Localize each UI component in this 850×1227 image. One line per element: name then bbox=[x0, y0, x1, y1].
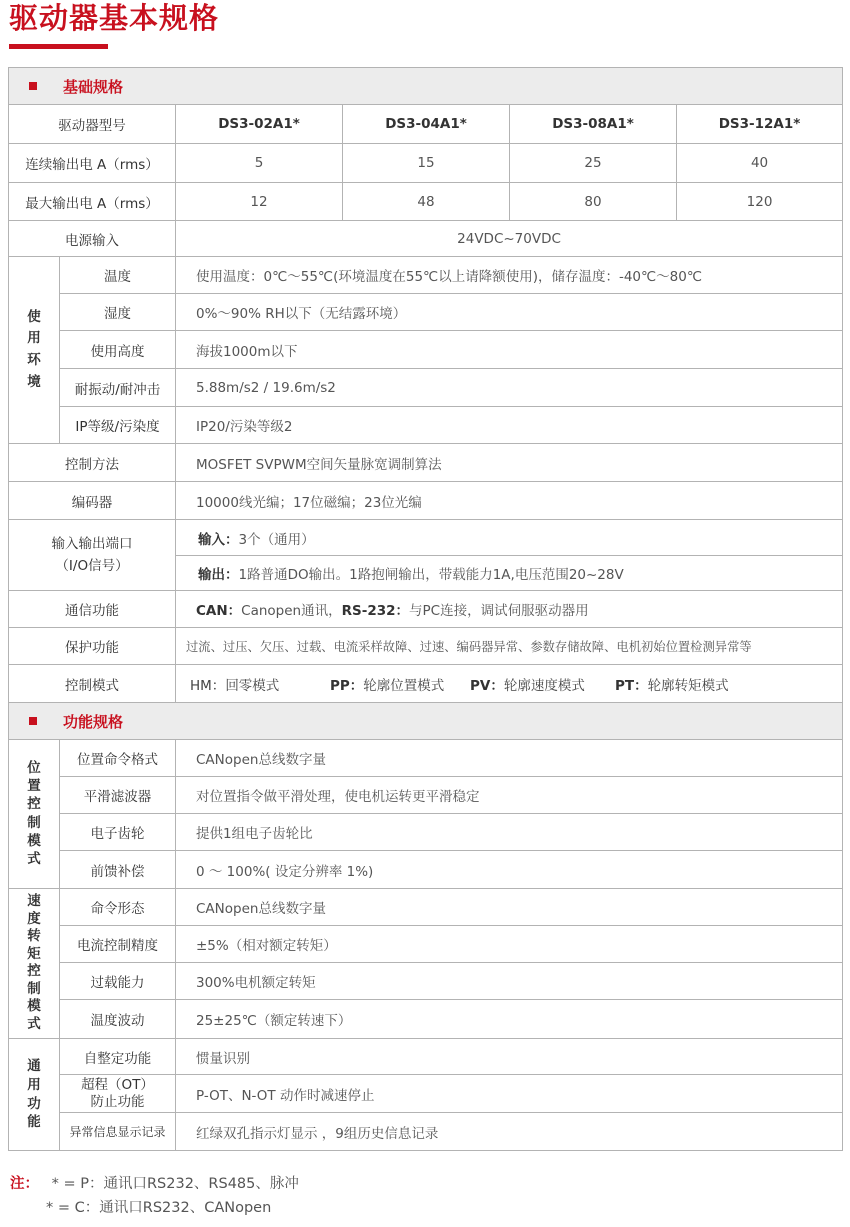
continuous-current-row bbox=[9, 144, 843, 183]
spec-table bbox=[8, 67, 843, 1151]
io-input-line bbox=[176, 520, 842, 556]
model-cell: DS3-02A1* bbox=[176, 105, 343, 144]
value-cell: 25 bbox=[510, 144, 677, 183]
title-underline bbox=[9, 44, 108, 49]
note-line-1 bbox=[10, 1172, 299, 1193]
protect-row bbox=[9, 628, 843, 665]
value-cell: 120 bbox=[677, 183, 843, 221]
mode-value: 回零模式 bbox=[225, 677, 280, 694]
general-label-line1: 超程（OT） bbox=[81, 1076, 154, 1093]
mode-value: 轮廓速度模式 bbox=[503, 677, 585, 694]
comm-label: 通信功能 bbox=[9, 591, 176, 628]
power-label: 电源输入 bbox=[9, 221, 176, 257]
io-output-value: 1路普通DO输出。1路抱闸输出，带载能力1A,电压范围20~28V bbox=[238, 567, 624, 583]
control-method-value: MOSFET SVPWM空间矢量脉宽调制算法 bbox=[176, 444, 843, 482]
mode-key: HM： bbox=[190, 677, 226, 694]
position-value: 0 ～ 100%( 设定分辨率 1%) bbox=[176, 851, 843, 889]
model-label: 驱动器型号 bbox=[9, 105, 176, 144]
value-cell: 40 bbox=[677, 144, 843, 183]
general-value: 红绿双孔指示灯显示 ，9组历史信息记录 bbox=[176, 1113, 843, 1151]
env-value: 海拔1000m以下 bbox=[176, 331, 843, 369]
env-row bbox=[9, 407, 843, 444]
env-row bbox=[9, 257, 843, 294]
mode-item bbox=[470, 674, 615, 694]
speed-value: 25±25℃（额定转速下） bbox=[176, 1000, 843, 1039]
model-cell: DS3-12A1* bbox=[677, 105, 843, 144]
general-row bbox=[9, 1113, 843, 1151]
section-basic-row bbox=[9, 68, 843, 105]
mode-item bbox=[615, 674, 729, 694]
position-value: 提供1组电子齿轮比 bbox=[176, 814, 843, 851]
general-value: P-OT、N-OT 动作时减速停止 bbox=[176, 1075, 843, 1113]
model-cell: DS3-04A1* bbox=[343, 105, 510, 144]
speed-value: 300%电机额定转矩 bbox=[176, 963, 843, 1000]
speed-label: 电流控制精度 bbox=[60, 926, 176, 963]
io-output-key: 输出： bbox=[198, 567, 239, 583]
continuous-current-label: 连续输出电 A（rms） bbox=[9, 144, 176, 183]
speed-row bbox=[9, 889, 843, 926]
env-row bbox=[9, 331, 843, 369]
general-label-line2: 防止功能 bbox=[90, 1093, 145, 1110]
speed-label: 过载能力 bbox=[60, 963, 176, 1000]
square-bullet-icon bbox=[29, 717, 37, 725]
value-cell: 5 bbox=[176, 144, 343, 183]
section-function-title: 功能规格 bbox=[63, 712, 124, 731]
value-cell: 15 bbox=[343, 144, 510, 183]
comm-rs-key: RS-232： bbox=[341, 603, 410, 619]
env-group-text: 使用环境 bbox=[27, 308, 41, 390]
general-group-text: 通用功能 bbox=[27, 1057, 41, 1131]
position-row bbox=[9, 814, 843, 851]
general-label: 异常信息显示记录 bbox=[60, 1113, 176, 1151]
position-row bbox=[9, 851, 843, 889]
square-bullet-icon bbox=[29, 82, 37, 90]
encoder-value: 10000线光编；17位磁编；23位光编 bbox=[176, 482, 843, 520]
io-label bbox=[9, 520, 176, 591]
section-function-row bbox=[9, 703, 843, 740]
speed-row bbox=[9, 963, 843, 1000]
position-label: 位置命令格式 bbox=[60, 740, 176, 777]
position-value: 对位置指令做平滑处理，使电机运转更平滑稳定 bbox=[176, 777, 843, 814]
io-row bbox=[9, 520, 843, 591]
position-label: 电子齿轮 bbox=[60, 814, 176, 851]
mode-row bbox=[9, 665, 843, 703]
mode-value: 轮廓位置模式 bbox=[363, 677, 445, 694]
value-cell: 48 bbox=[343, 183, 510, 221]
position-row bbox=[9, 777, 843, 814]
page-title: 驱动器基本规格 bbox=[9, 1, 220, 35]
speed-row bbox=[9, 1000, 843, 1039]
general-value: 惯量识别 bbox=[176, 1039, 843, 1075]
general-label: 自整定功能 bbox=[60, 1039, 176, 1075]
protect-label: 保护功能 bbox=[9, 628, 176, 665]
encoder-label: 编码器 bbox=[9, 482, 176, 520]
note-label: 注： bbox=[10, 1176, 39, 1192]
io-values bbox=[176, 520, 843, 591]
env-value: 5.88m/s2 / 19.6m/s2 bbox=[176, 369, 843, 407]
io-input-key: 输入： bbox=[198, 531, 239, 548]
speed-label: 命令形态 bbox=[60, 889, 176, 926]
env-label: 耐振动/耐冲击 bbox=[60, 369, 176, 407]
env-value: 使用温度：0℃～55℃(环境温度在55℃以上请降额使用)，储存温度：-40℃～80℃ bbox=[176, 257, 843, 294]
mode-key: PP： bbox=[330, 677, 364, 694]
note-text-2: * = C：通讯口RS232、CANopen bbox=[46, 1200, 272, 1216]
io-input-value: 3个（通用） bbox=[238, 531, 315, 548]
max-current-row bbox=[9, 183, 843, 221]
env-label: IP等级/污染度 bbox=[60, 407, 176, 444]
mode-label: 控制模式 bbox=[9, 665, 176, 703]
encoder-row bbox=[9, 482, 843, 520]
speed-group-label bbox=[9, 889, 60, 1039]
mode-key: PV： bbox=[470, 677, 504, 694]
mode-item bbox=[330, 674, 470, 694]
io-label-line1: 输入输出端口 bbox=[51, 535, 133, 552]
general-row bbox=[9, 1039, 843, 1075]
value-cell: 80 bbox=[510, 183, 677, 221]
env-row bbox=[9, 294, 843, 331]
position-label: 平滑滤波器 bbox=[60, 777, 176, 814]
env-value: 0%～90% RH以下（无结露环境） bbox=[176, 294, 843, 331]
power-value: 24VDC~70VDC bbox=[176, 221, 843, 257]
general-label bbox=[60, 1075, 176, 1113]
position-label: 前馈补偿 bbox=[60, 851, 176, 889]
position-group-text: 位置控制模式 bbox=[27, 760, 41, 868]
model-cell: DS3-08A1* bbox=[510, 105, 677, 144]
comm-can-value: Canopen通讯， bbox=[241, 603, 342, 619]
mode-value: 轮廓转矩模式 bbox=[647, 677, 729, 694]
comm-rs-value: 与PC连接，调试伺服驱动器用 bbox=[409, 603, 589, 619]
io-label-line2: （I/O信号） bbox=[55, 558, 129, 574]
value-cell: 12 bbox=[176, 183, 343, 221]
mode-key: PT： bbox=[615, 677, 648, 694]
control-method-row bbox=[9, 444, 843, 482]
comm-row bbox=[9, 591, 843, 628]
env-label: 温度 bbox=[60, 257, 176, 294]
note-text-1: * = P：通讯口RS232、RS485、脉冲 bbox=[51, 1176, 299, 1192]
speed-label: 温度波动 bbox=[60, 1000, 176, 1039]
comm-can-key: CAN： bbox=[196, 603, 242, 619]
speed-row bbox=[9, 926, 843, 963]
comm-value bbox=[176, 591, 843, 628]
env-label: 使用高度 bbox=[60, 331, 176, 369]
speed-value: CANopen总线数字量 bbox=[176, 889, 843, 926]
env-value: IP20/污染等级2 bbox=[176, 407, 843, 444]
position-value: CANopen总线数字量 bbox=[176, 740, 843, 777]
position-group-label bbox=[9, 740, 60, 889]
control-method-label: 控制方法 bbox=[9, 444, 176, 482]
power-row bbox=[9, 221, 843, 257]
protect-value: 过流、过压、欠压、过载、电流采样故障、过速、编码器异常、参数存储故障、电机初始位置检测异常等 bbox=[176, 628, 843, 665]
general-group-label bbox=[9, 1039, 60, 1151]
env-row bbox=[9, 369, 843, 407]
section-basic-title: 基础规格 bbox=[63, 77, 124, 96]
position-row bbox=[9, 740, 843, 777]
mode-list bbox=[176, 674, 842, 694]
model-row bbox=[9, 105, 843, 144]
speed-value: ±5%（相对额定转矩） bbox=[176, 926, 843, 963]
max-current-label: 最大输出电 A（rms） bbox=[9, 183, 176, 221]
mode-values bbox=[176, 665, 843, 703]
env-label: 湿度 bbox=[60, 294, 176, 331]
speed-group-text: 速度转矩控制模式 bbox=[27, 893, 41, 1032]
note-line-2 bbox=[46, 1196, 271, 1217]
mode-item bbox=[190, 674, 330, 694]
general-row bbox=[9, 1075, 843, 1113]
io-output-line bbox=[176, 556, 842, 590]
env-group-label bbox=[9, 257, 60, 444]
